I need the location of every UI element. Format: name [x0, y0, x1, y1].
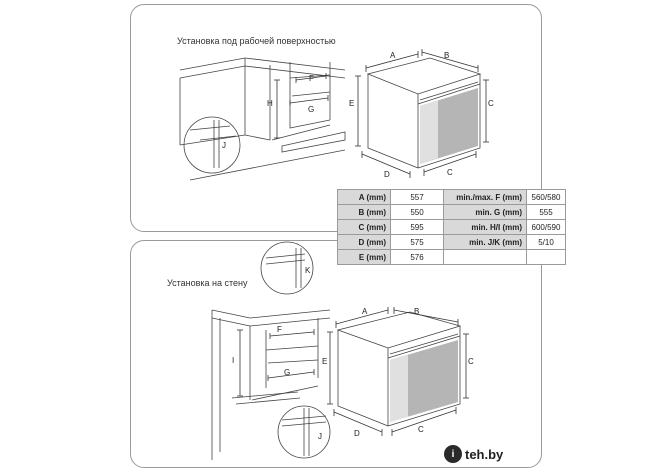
table-label-cell: min./max. F (mm)	[444, 190, 527, 205]
table-row	[338, 190, 566, 205]
table-label-cell: B (mm)	[338, 205, 391, 220]
letter-e-bottom: E	[322, 357, 328, 366]
letter-d-top: D	[384, 170, 390, 179]
table-value-cell: 557	[391, 190, 444, 205]
letter-c-right-top: C	[488, 99, 494, 108]
letter-d-bottom: D	[354, 429, 360, 438]
table-value-cell: 575	[391, 235, 444, 250]
table-value-cell: 576	[391, 250, 444, 265]
letter-b-top: B	[444, 51, 450, 60]
table-label-cell: D (mm)	[338, 235, 391, 250]
under-counter-detail-circle	[184, 117, 240, 173]
table-label-cell: C (mm)	[338, 220, 391, 235]
letter-c-bottom-top: C	[447, 168, 453, 177]
table-row	[338, 235, 566, 250]
oven-bottom-front-shading	[390, 340, 458, 422]
table-value-cell: 5/10	[527, 235, 566, 250]
wall-bottom-detail-circle	[278, 406, 330, 458]
table-empty-cell	[527, 250, 566, 265]
watermark-text: teh.by	[465, 446, 504, 462]
letter-f-top: F	[309, 74, 314, 83]
table-label-cell: min. J/K (mm)	[444, 235, 527, 250]
letter-h-top: H	[267, 99, 273, 108]
watermark-logo	[444, 444, 503, 464]
letter-j-bottom: J	[318, 432, 322, 441]
under-counter-caption: Установка под рабочей поверхностью	[177, 36, 336, 46]
table-value-cell: 560/580	[527, 190, 566, 205]
oven-top-front-shading	[420, 88, 478, 164]
table-value-cell: 595	[391, 220, 444, 235]
table-value-cell: 550	[391, 205, 444, 220]
letter-a-top: A	[390, 51, 396, 60]
letter-f-bottom: F	[277, 325, 282, 334]
under-counter-dimension-marks	[274, 73, 328, 138]
table-label-cell: A (mm)	[338, 190, 391, 205]
wall-caption: Установка на стену	[167, 278, 248, 288]
letter-i-bottom: I	[232, 356, 235, 365]
table-empty-cell	[444, 250, 527, 265]
letter-e-top: E	[349, 99, 355, 108]
table-row	[338, 250, 566, 265]
table-label-cell: min. G (mm)	[444, 205, 527, 220]
table-label-cell: E (mm)	[338, 250, 391, 265]
letter-b-bottom: B	[414, 307, 420, 316]
letter-c-right-bottom: C	[468, 357, 474, 366]
letter-k-bottom: K	[305, 266, 311, 275]
under-counter-niche-drawing	[180, 58, 345, 180]
table-row	[338, 205, 566, 220]
letter-j-top: J	[222, 141, 226, 150]
letter-a-bottom: A	[362, 307, 368, 316]
letter-g-bottom: G	[284, 368, 291, 377]
table-label-cell: min. H/I (mm)	[444, 220, 527, 235]
table-value-cell: 600/590	[527, 220, 566, 235]
dimensions-table	[337, 189, 566, 265]
letter-g-top: G	[308, 105, 315, 114]
table-value-cell: 555	[527, 205, 566, 220]
table-row	[338, 220, 566, 235]
info-icon: i	[444, 445, 462, 463]
letter-c-bottom-bottom: C	[418, 425, 424, 434]
